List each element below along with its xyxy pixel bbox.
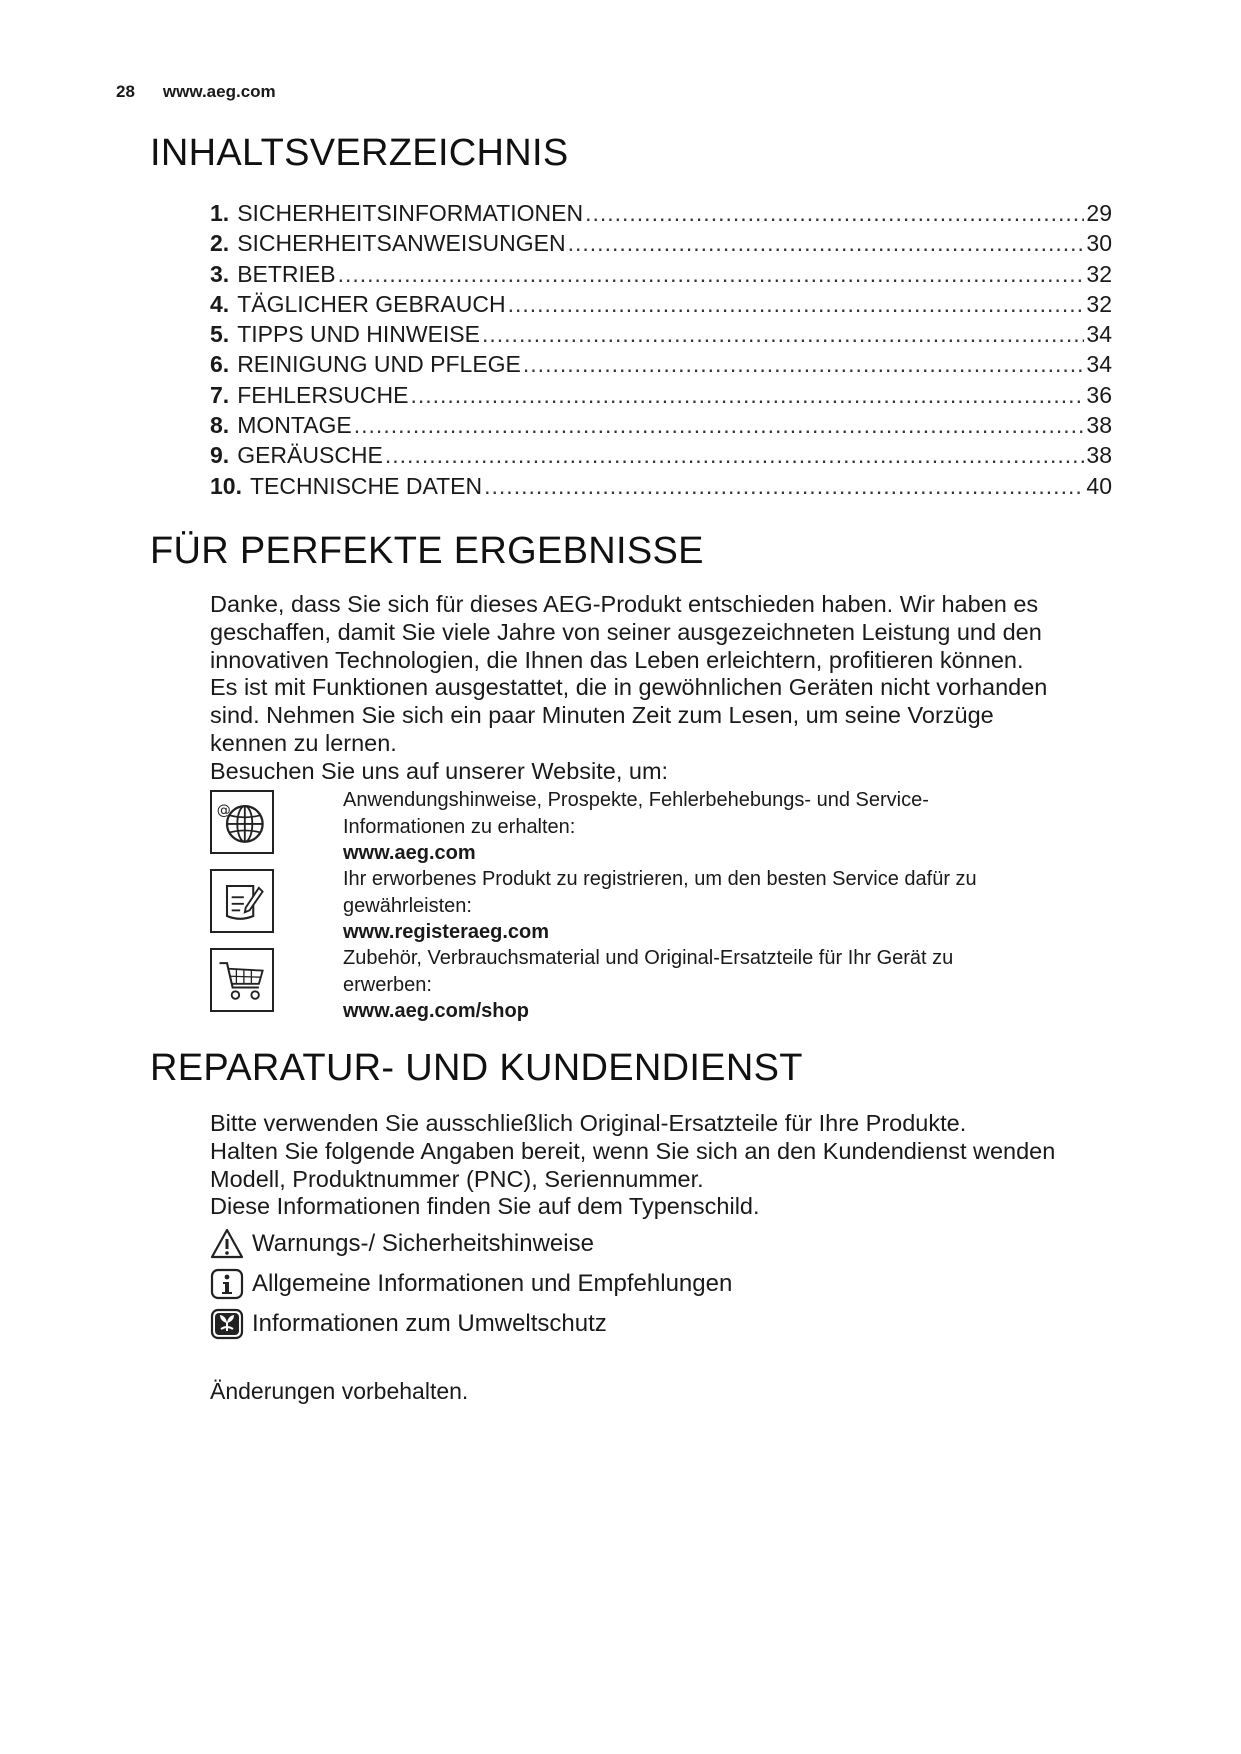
website-list [210,790,1130,1027]
page-number: 28 [116,82,135,101]
toc-entry-title: FEHLERSUCHE [237,381,409,408]
toc-entry-page: 38 [1086,442,1112,469]
toc-entry-page: 30 [1086,230,1112,257]
legend-label: Warnungs-/ Sicherheitshinweise [252,1230,594,1257]
toc-entry[interactable]: 6. REINIGUNG UND PFLEGE ..... 34 [210,349,1112,379]
registration-icon [210,869,274,933]
toc-entry-page: 36 [1086,381,1112,408]
visit-text: Besuchen Sie uns auf unserer Website, um: [210,757,669,784]
legend-label: Informationen zum Umweltschutz [252,1310,607,1337]
toc-entry-page: 32 [1086,290,1112,317]
toc-leader-dots [338,259,1085,289]
toc-entry-page: 38 [1086,412,1112,439]
toc-leader-dots [484,471,1084,501]
header-url[interactable]: www.aeg.com [162,82,276,101]
website-item: Zubehör, Verbrauchsmaterial und Original-Ersatzteile für Ihr Gerät zu erwerben: www.aeg.com/shop [210,948,1130,1027]
toc-entry-title: TECHNISCHE DATEN [249,472,483,499]
table-of-contents [210,198,1112,501]
toc-entry[interactable]: 4. TÄGLICHER GEBRAUCH ..... 32 [210,289,1112,319]
page-header [116,82,276,102]
toc-entry-title: BETRIEB [237,260,336,287]
toc-entry[interactable]: 5. TIPPS UND HINWEISE ..... 34 [210,319,1112,349]
globe-icon [210,790,274,854]
toc-entry-title: SICHERHEITSINFORMATIONEN [237,200,584,226]
toc-entry-title: GERÄUSCHE [237,442,383,469]
toc-entry-title: TÄGLICHER GEBRAUCH [237,290,506,317]
toc-heading: INHALTSVERZEICHNIS [150,132,569,174]
toc-leader-dots [568,228,1085,258]
website-link-shop[interactable]: www.aeg.com/shop [343,1000,529,1022]
toc-leader-dots [385,440,1085,470]
legend-item [210,1304,1110,1344]
toc-entry-page: 40 [1086,472,1112,499]
changes-reserved-note: Änderungen vorbehalten. [210,1378,469,1404]
toc-entry-title: REINIGUNG UND PFLEGE [237,351,521,378]
results-intro: Danke, dass Sie sich für dieses AEG-Produkt entschieden haben. Wir haben es geschaffen, damit Sie viele Jahre von seiner ausgezeichneten Leistung und den innovativen Technologien, die Ihnen das Leben erleichtern, profitieren können. Es ist mit Funktionen ausgestattet, die in gewöhnlichen Geräten nicht vorhanden sind. Nehmen Sie sich ein paar Minuten Zeit zum Lesen, um seine Vorzüge kennen zu lernen. Besuchen Sie uns auf unserer Website, um: [210,591,1130,786]
toc-entry-title: SICHERHEITSANWEISUNGEN [237,230,566,257]
website-item: @ Anwendungshinweise, Prospekte, Fehlerbehebungs- und Service- Informationen zu erhalten: www.aeg.com [210,790,1130,869]
toc-entry-title: TIPPS UND HINWEISE [237,321,480,348]
shopping-cart-icon [210,948,274,1012]
toc-entry[interactable]: 1. SICHERHEITSINFORMATIONEN ..... 29 [210,198,1112,228]
website-link-aeg[interactable]: www.aeg.com [343,842,476,864]
toc-leader-dots [585,198,1084,228]
toc-leader-dots [523,349,1085,379]
toc-leader-dots [508,289,1085,319]
toc-entry[interactable]: 3. BETRIEB ..... 32 [210,259,1112,289]
svg-text:@: @ [216,802,231,819]
toc-leader-dots [482,319,1084,349]
toc-entry-page: 34 [1086,351,1112,378]
website-item: Ihr erworbenes Produkt zu registrieren, um den besten Service dafür zu gewährleisten: www.registeraeg.com [210,869,1130,948]
website-link-register[interactable]: www.registeraeg.com [343,921,549,943]
toc-entry[interactable]: 7. FEHLERSUCHE ..... 36 [210,380,1112,410]
toc-entry-page: 32 [1086,260,1112,287]
symbol-legend [210,1224,1110,1344]
toc-entry-page: 29 [1086,200,1112,226]
legend-item [210,1264,1110,1304]
toc-entry[interactable]: 10. TECHNISCHE DATEN ..... 40 [210,471,1112,501]
results-heading: FÜR PERFEKTE ERGEBNISSE [150,530,704,572]
legend-label: Allgemeine Informationen und Empfehlungen [252,1270,733,1297]
service-text: Bitte verwenden Sie ausschließlich Original-Ersatzteile für Ihre Produkte. Halten Sie folgende Angaben bereit, wenn Sie sich an den Kundendienst wenden Modell, Produktnummer (PNC), Seriennummer. Diese Informationen finden Sie auf dem Typenschild. [210,1110,1056,1220]
toc-entry[interactable]: 9. GERÄUSCHE ..... 38 [210,440,1112,470]
toc-entry-title: MONTAGE [237,412,352,439]
toc-entry-page: 34 [1086,321,1112,348]
environment-icon [210,1307,244,1341]
toc-entry[interactable]: 2. SICHERHEITSANWEISUNGEN ..... 30 [210,228,1112,258]
toc-leader-dots [354,410,1085,440]
info-icon [210,1267,244,1301]
warning-icon [210,1227,244,1261]
toc-entry[interactable]: 8. MONTAGE ..... 38 [210,410,1112,440]
toc-leader-dots [410,380,1084,410]
legend-item [210,1224,1110,1264]
service-heading: REPARATUR- UND KUNDENDIENST [150,1047,803,1089]
